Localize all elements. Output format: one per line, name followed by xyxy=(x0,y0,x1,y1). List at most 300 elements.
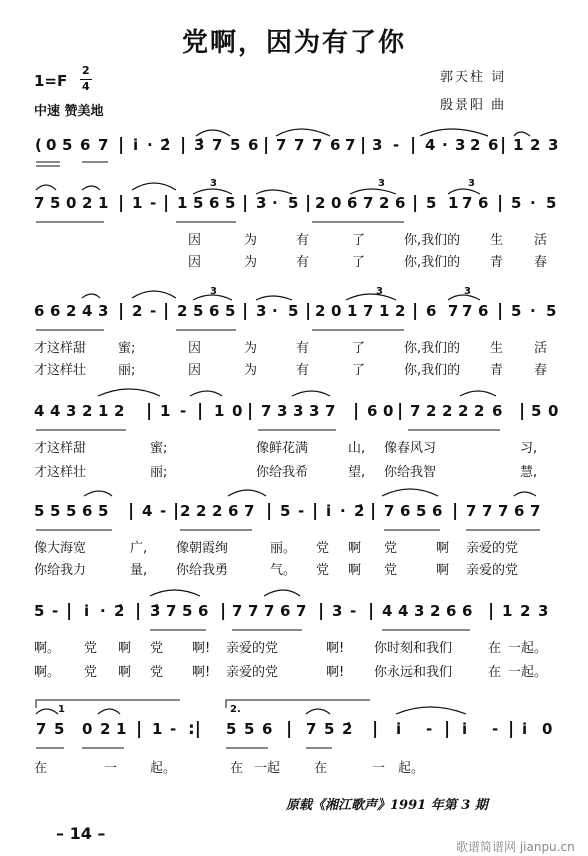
note: 2 xyxy=(212,502,223,520)
note: 2 xyxy=(395,302,406,320)
note: 2̇ xyxy=(354,502,365,520)
note: 2 xyxy=(426,402,437,420)
lyric-text: 活 xyxy=(534,233,548,248)
note: 1 xyxy=(98,402,109,420)
note: 1 xyxy=(448,194,459,212)
lyric-text: 亲爱的党 xyxy=(466,541,519,556)
bar-line: | xyxy=(372,719,379,739)
bar-line: | xyxy=(66,601,73,621)
note: 4 xyxy=(382,602,393,620)
note: 7 xyxy=(261,402,272,420)
bar-line: | xyxy=(497,301,504,321)
bar-line: | xyxy=(452,501,459,521)
lyric-text: 一 xyxy=(372,761,386,776)
lyric-text: 因 xyxy=(188,255,202,270)
lyric-text: 党 xyxy=(84,665,98,680)
note: 5 xyxy=(226,720,237,738)
lyric-text: 啊 xyxy=(348,563,362,578)
lyric-text: 党 xyxy=(84,641,98,656)
ornaments-layer xyxy=(36,129,536,714)
note: 5 xyxy=(193,302,204,320)
note: 7 xyxy=(306,720,317,738)
lyric-text: 啊! xyxy=(326,665,345,680)
lyric-text: 你,我们的 xyxy=(404,363,461,378)
note: 2̇ xyxy=(114,602,125,620)
lyric-text: 因 xyxy=(188,363,202,378)
lyric-text: 为 xyxy=(244,363,258,378)
bar-line: | xyxy=(519,401,526,421)
note: 0 xyxy=(46,136,57,154)
note: 6 xyxy=(34,302,45,320)
note: 5 xyxy=(193,194,204,212)
bar-line: | xyxy=(360,135,367,155)
note: 2 xyxy=(100,720,111,738)
bar-line: | xyxy=(266,501,273,521)
tempo-marking: 中速 赞美地 xyxy=(34,104,104,119)
lyric-text: 你时刻和我们 xyxy=(374,641,453,656)
note: 5 xyxy=(230,136,241,154)
note: 5 xyxy=(225,302,236,320)
note: 5 xyxy=(62,136,73,154)
source-note: 原载《湘江歌声》1991 年第 3 期 xyxy=(286,798,488,813)
lyric-text: 啊 xyxy=(436,541,450,556)
note: 7 xyxy=(36,720,47,738)
lyric-text: 山, xyxy=(348,441,366,456)
lyric-text: 党 xyxy=(384,563,398,578)
note: 3 xyxy=(277,402,288,420)
note: 4 xyxy=(425,136,436,154)
note: 2 xyxy=(180,502,191,520)
note: 2 xyxy=(315,302,326,320)
bar-line: | xyxy=(263,135,270,155)
key-signature: 1=F xyxy=(34,72,68,90)
note: 7 xyxy=(98,136,109,154)
note: 4 xyxy=(34,402,45,420)
note: 1 xyxy=(116,720,127,738)
note: 0 xyxy=(548,402,559,420)
note: 3̇ xyxy=(150,602,161,620)
note: 3 xyxy=(455,136,466,154)
bar-line: | xyxy=(410,135,417,155)
note: 3 xyxy=(256,302,267,320)
lyric-text: 才这样壮 xyxy=(34,465,87,480)
note: 2̇ xyxy=(160,136,171,154)
lyric-text: 为 xyxy=(244,255,258,270)
lyric-text: 慧, xyxy=(520,465,538,480)
bar-line: :| xyxy=(188,719,202,739)
lyric-text: 望, xyxy=(348,465,366,480)
note: 7 xyxy=(482,502,493,520)
lyric-text: 了 xyxy=(352,341,366,356)
time-signature-denominator: 4 xyxy=(82,80,90,93)
note: 6 xyxy=(492,402,503,420)
lyric-text: 丽; xyxy=(150,465,168,480)
bar-line: | xyxy=(163,193,170,213)
note: 4 xyxy=(82,302,93,320)
note: 7 xyxy=(363,302,374,320)
lyric-text: 像春风习 xyxy=(384,441,437,456)
bar-line: | xyxy=(247,401,254,421)
note: 0 xyxy=(383,402,394,420)
note: 5 xyxy=(225,194,236,212)
note: 5 xyxy=(511,302,522,320)
note: 5 xyxy=(416,502,427,520)
note: · xyxy=(100,602,106,620)
lyric-text: 你给我力 xyxy=(34,563,87,578)
lyric-text: 了 xyxy=(352,363,366,378)
bar-line: | xyxy=(173,501,180,521)
bar-line: | xyxy=(312,501,319,521)
lyric-text: 啊 xyxy=(348,541,362,556)
volta-1-label: 1 xyxy=(58,704,65,715)
lyric-text: 你,我们的 xyxy=(404,255,461,270)
bar-line: | xyxy=(146,401,153,421)
note: 7 xyxy=(264,602,275,620)
note: - xyxy=(350,602,357,620)
lyric-text: 气。 xyxy=(270,563,297,578)
lyric-text: 活 xyxy=(534,341,548,356)
note: 5 xyxy=(531,402,542,420)
notation-layer xyxy=(34,135,558,739)
note: 7 xyxy=(498,502,509,520)
note: 6 xyxy=(198,602,209,620)
note: 7 xyxy=(530,502,541,520)
lyric-text: 啊! xyxy=(192,665,211,680)
note: 4 xyxy=(50,402,61,420)
bar-line: | xyxy=(128,501,135,521)
note: 6 xyxy=(347,194,358,212)
note: i xyxy=(396,720,402,738)
note: 1 xyxy=(177,194,188,212)
note: 2 xyxy=(114,402,125,420)
bar-line: | xyxy=(368,601,375,621)
note: 0 xyxy=(331,194,342,212)
bar-line: | xyxy=(488,601,495,621)
lyric-text: 你,我们的 xyxy=(404,233,461,248)
note: 5 xyxy=(98,502,109,520)
bar-line: | xyxy=(500,135,507,155)
note: 6 xyxy=(82,502,93,520)
lyric-text: 党 xyxy=(150,641,164,656)
note: 6 xyxy=(248,136,259,154)
note: i xyxy=(84,602,90,620)
note: 5 xyxy=(546,302,557,320)
note: 2 xyxy=(379,194,390,212)
lyric-text: 在 xyxy=(34,761,48,776)
bar-line: | xyxy=(305,301,312,321)
note: 3 xyxy=(538,602,549,620)
note: 2 xyxy=(520,602,531,620)
note: i xyxy=(462,720,468,738)
note: 2 xyxy=(196,502,207,520)
lyric-text: 生 xyxy=(490,233,504,248)
lyric-text: 有 xyxy=(296,363,310,378)
bar-line: | xyxy=(242,193,249,213)
note: 1 xyxy=(214,402,225,420)
bar-line: | xyxy=(242,301,249,321)
note: 0 xyxy=(66,194,77,212)
lyric-text: 有 xyxy=(296,255,310,270)
note: 7 xyxy=(410,402,421,420)
lyric-text: 亲爱的党 xyxy=(226,641,279,656)
bar-line: | xyxy=(412,301,419,321)
lyric-text: 春 xyxy=(534,363,548,378)
note: 7 xyxy=(448,302,459,320)
note: 6 xyxy=(367,402,378,420)
note: 6 xyxy=(80,136,91,154)
lyric-text: 啊! xyxy=(192,641,211,656)
note: - xyxy=(160,502,167,520)
note: - xyxy=(426,720,433,738)
composer-credit: 殷景阳 曲 xyxy=(440,98,507,113)
lyric-text: 丽; xyxy=(118,363,136,378)
note: 7 xyxy=(345,136,356,154)
note: - xyxy=(180,402,187,420)
note: 7 xyxy=(244,502,255,520)
lyric-text: 像朝霞绚 xyxy=(176,541,229,556)
bar-line: | xyxy=(180,135,187,155)
bar-line: | xyxy=(136,719,143,739)
note: 4 xyxy=(398,602,409,620)
note: 3 xyxy=(414,602,425,620)
lyric-text: 啊。 xyxy=(34,641,61,656)
note: - xyxy=(298,502,305,520)
note: 6 xyxy=(462,602,473,620)
note: 5 xyxy=(546,194,557,212)
bar-line: | xyxy=(397,401,404,421)
triplet-mark: 3 xyxy=(378,178,385,189)
lyric-text: 在 xyxy=(488,665,502,680)
bar-line: | xyxy=(286,719,293,739)
note: 1 xyxy=(379,302,390,320)
note: 2 xyxy=(82,194,93,212)
note: 0 xyxy=(232,402,243,420)
note: 5 xyxy=(244,720,255,738)
note: · xyxy=(530,302,536,320)
note: 5 xyxy=(66,502,77,520)
note: 1 xyxy=(152,720,163,738)
triplet-mark: 3 xyxy=(376,286,383,297)
bar-line: | xyxy=(118,193,125,213)
note: 6 xyxy=(446,602,457,620)
note: · xyxy=(340,502,346,520)
note: 6 xyxy=(395,194,406,212)
note: 5 xyxy=(182,602,193,620)
note: 2 xyxy=(430,602,441,620)
triplet-mark: 3 xyxy=(210,178,217,189)
note: 1 xyxy=(347,302,358,320)
note: 5 xyxy=(34,502,45,520)
note: 7 xyxy=(462,302,473,320)
note: 2 xyxy=(82,402,93,420)
lyric-text: 蜜; xyxy=(118,341,136,356)
note: 6 xyxy=(514,502,525,520)
note: 3 xyxy=(548,136,559,154)
note: · xyxy=(272,194,278,212)
note: - xyxy=(150,194,157,212)
lyric-text: 因 xyxy=(188,233,202,248)
lyric-text: 才这样壮 xyxy=(34,363,87,378)
lyric-text: 在 xyxy=(488,641,502,656)
note: - xyxy=(170,720,177,738)
note: 1 xyxy=(502,602,513,620)
bar-line: | xyxy=(370,501,377,521)
lyric-text: 有 xyxy=(296,341,310,356)
note: 5 xyxy=(426,194,437,212)
bar-line: | xyxy=(353,401,360,421)
note: 2 xyxy=(458,402,469,420)
note: · xyxy=(530,194,536,212)
note: 2 xyxy=(177,302,188,320)
site-watermark: 歌谱简谱网 jianpu.cn xyxy=(456,840,575,854)
lyric-text: 因 xyxy=(188,341,202,356)
lyric-text: 一 xyxy=(104,761,118,776)
note: 1 xyxy=(132,194,143,212)
note: 6 xyxy=(426,302,437,320)
triplet-mark: 3 xyxy=(210,286,217,297)
note: 7 xyxy=(363,194,374,212)
lyric-text: 亲爱的党 xyxy=(466,563,519,578)
note: 3 xyxy=(293,402,304,420)
note: · xyxy=(147,136,153,154)
note: 3 xyxy=(98,302,109,320)
note: 5 xyxy=(54,720,65,738)
lyric-text: 一起。 xyxy=(508,641,548,656)
note: 3 xyxy=(332,602,343,620)
note: 7 xyxy=(34,194,45,212)
lyric-text: 春 xyxy=(534,255,548,270)
note: 6 xyxy=(478,194,489,212)
lyric-text: 啊。 xyxy=(34,665,61,680)
lyric-text: 你,我们的 xyxy=(404,341,461,356)
lyric-text: 在 xyxy=(230,761,244,776)
page-number: – 14 – xyxy=(56,824,106,843)
note: 6 xyxy=(488,136,499,154)
note: - xyxy=(52,602,59,620)
note: 5 xyxy=(511,194,522,212)
note: 6 xyxy=(478,302,489,320)
note: 6 xyxy=(228,502,239,520)
note: 7 xyxy=(466,502,477,520)
lyric-text: 量, xyxy=(130,563,148,578)
note: 7 xyxy=(232,602,243,620)
lyric-text: 广, xyxy=(130,541,148,556)
lyric-text: 你给我勇 xyxy=(176,563,229,578)
note: 7 xyxy=(276,136,287,154)
note: 3̇ xyxy=(194,136,205,154)
note: 1 xyxy=(160,402,171,420)
note: 6 xyxy=(50,302,61,320)
bar-line: | xyxy=(197,401,204,421)
lyric-text: 才这样甜 xyxy=(34,341,87,356)
note: 6 xyxy=(209,194,220,212)
note: - xyxy=(393,136,400,154)
note: 6 xyxy=(280,602,291,620)
note: ( xyxy=(35,136,42,154)
lyric-text: 亲爱的党 xyxy=(226,665,279,680)
lyric-text: 像大海宽 xyxy=(34,541,87,556)
lyric-text: 一起。 xyxy=(508,665,548,680)
song-title: 党啊，因为有了你 xyxy=(181,28,406,58)
lyric-text: 为 xyxy=(244,341,258,356)
lyric-text: 青 xyxy=(490,255,504,270)
note: 1 xyxy=(98,194,109,212)
lyric-text: 有 xyxy=(296,233,310,248)
bar-line: | xyxy=(118,301,125,321)
note: 7 xyxy=(325,402,336,420)
note: 7 xyxy=(294,136,305,154)
volta-2-label: 2. xyxy=(230,704,241,715)
note: i xyxy=(133,136,139,154)
bar-line: | xyxy=(318,601,325,621)
note: 7 xyxy=(166,602,177,620)
note: 3 xyxy=(372,136,383,154)
note: 0 xyxy=(82,720,93,738)
note: - xyxy=(492,720,499,738)
bar-line: | xyxy=(508,719,515,739)
lyric-text: 才这样甜 xyxy=(34,441,87,456)
lyric-text: 为 xyxy=(244,233,258,248)
lyric-text: 青 xyxy=(490,363,504,378)
lyric-text: 你给我希 xyxy=(256,465,309,480)
bar-line: | xyxy=(444,719,451,739)
lyric-text: 蜜; xyxy=(150,441,168,456)
note: 5 xyxy=(288,194,299,212)
note: 2 xyxy=(315,194,326,212)
note: 6 xyxy=(400,502,411,520)
note: 2 xyxy=(474,402,485,420)
lyric-text: 一起 xyxy=(254,761,281,776)
note: 3 xyxy=(66,402,77,420)
note: 7 xyxy=(296,602,307,620)
bar-line: | xyxy=(497,193,504,213)
lyricist-credit: 郭天柱 词 xyxy=(440,70,507,85)
bar-line: | xyxy=(163,301,170,321)
note: 5 xyxy=(50,194,61,212)
note: i xyxy=(522,720,528,738)
lyric-text: 啊 xyxy=(118,665,132,680)
lyric-text: 党 xyxy=(384,541,398,556)
bar-line: | xyxy=(118,135,125,155)
lyric-text: 像鲜花满 xyxy=(256,441,309,456)
lyric-text: 啊 xyxy=(436,563,450,578)
triplet-mark: 3 xyxy=(468,178,475,189)
note: - xyxy=(150,302,157,320)
note: 5 xyxy=(324,720,335,738)
bar-line: | xyxy=(412,193,419,213)
note: 7 xyxy=(312,136,323,154)
triplet-mark: 3 xyxy=(464,286,471,297)
note: 6 xyxy=(330,136,341,154)
lyric-text: 习, xyxy=(520,441,538,456)
note: 3 xyxy=(309,402,320,420)
lyric-text: 了 xyxy=(352,255,366,270)
bar-line: | xyxy=(135,601,142,621)
note: 3 xyxy=(256,194,267,212)
note: 7 xyxy=(248,602,259,620)
note: 5 xyxy=(280,502,291,520)
lyric-text: 啊! xyxy=(326,641,345,656)
note: 2 xyxy=(66,302,77,320)
note: 0 xyxy=(331,302,342,320)
lyric-text: 啊 xyxy=(118,641,132,656)
note: 0 xyxy=(542,720,553,738)
bar-line: | xyxy=(220,601,227,621)
lyric-text: 你给我智 xyxy=(384,465,437,480)
lyric-text: 党 xyxy=(316,563,330,578)
note: 7 xyxy=(384,502,395,520)
note: 2 xyxy=(442,402,453,420)
